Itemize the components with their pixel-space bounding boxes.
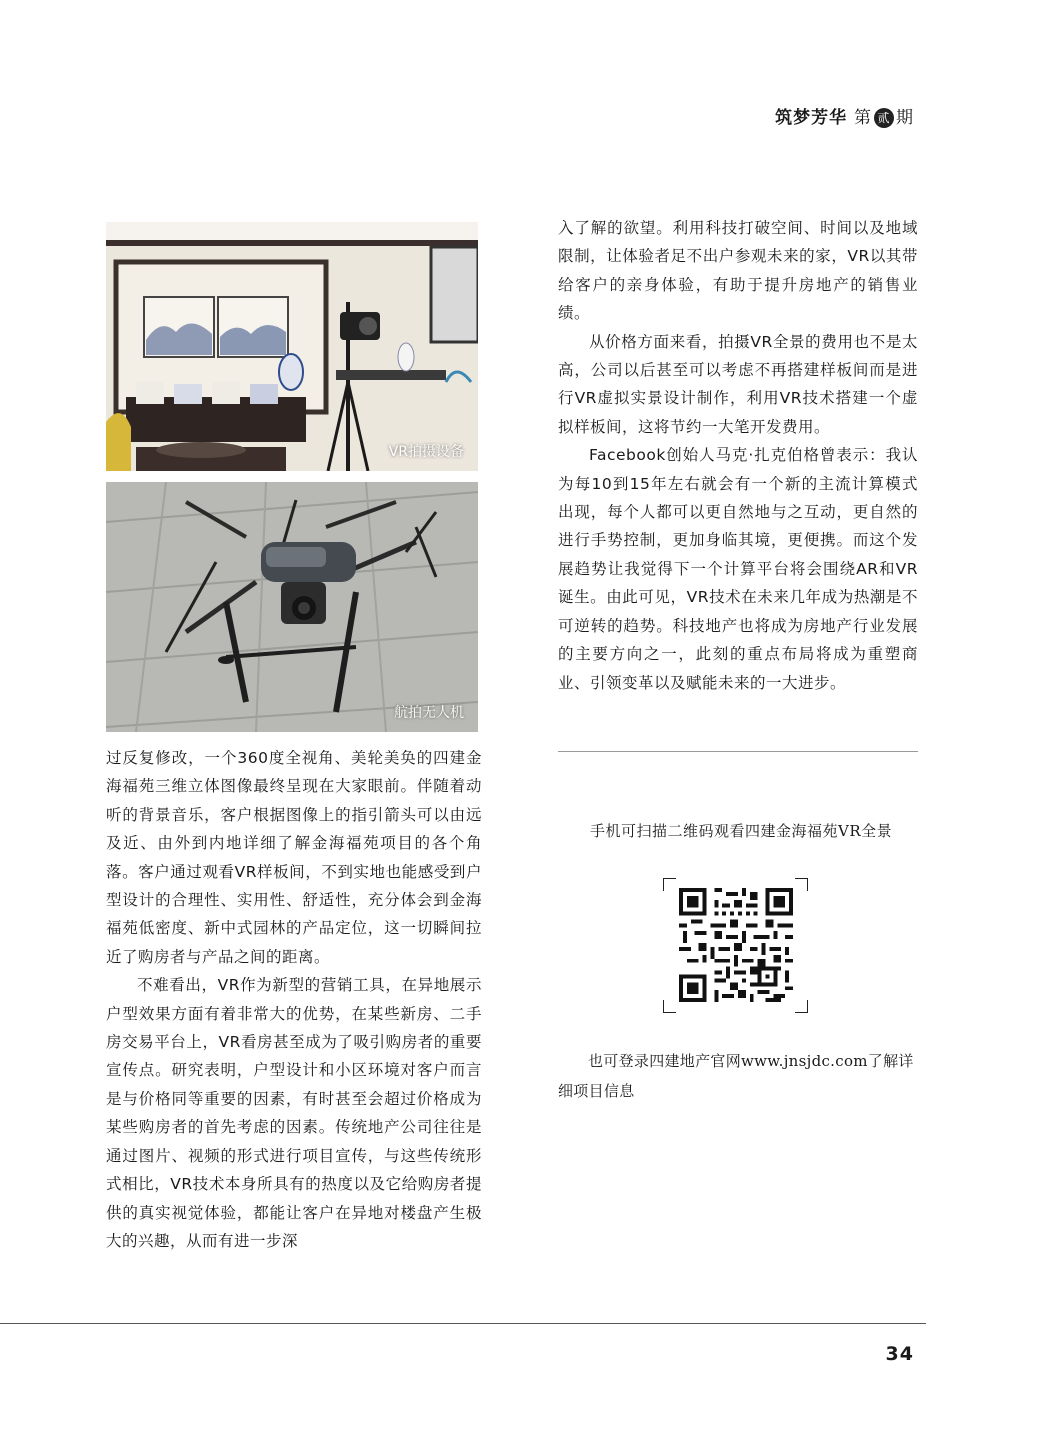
qr-code-frame — [663, 878, 808, 1013]
drone-illustration — [106, 482, 478, 732]
vr-equipment-photo — [106, 222, 478, 471]
photo-caption: VR拍摄设备 — [388, 444, 464, 460]
qr-code-icon[interactable] — [679, 888, 793, 1002]
living-room-illustration — [106, 222, 478, 471]
frame-corner — [795, 1000, 808, 1013]
right-column-text — [558, 214, 918, 697]
section-divider — [558, 751, 918, 752]
issue-label — [854, 108, 914, 128]
drone-photo — [106, 482, 478, 732]
page-number: 34 — [885, 1343, 914, 1365]
left-column-text — [106, 744, 482, 1255]
photo-caption: 航拍无人机 — [394, 705, 464, 721]
frame-corner — [663, 1000, 676, 1013]
magazine-title: 筑梦芳华 — [775, 108, 848, 128]
website-note: 也可登录四建地产官网www.jnsjdc.com了解详细项目信息 — [558, 1052, 914, 1100]
running-header — [775, 103, 914, 128]
paragraph: 入了解的欲望。利用科技打破空间、时间以及地域限制，让体验者足不出户参观未来的家，VR以其带给客户的亲身体验，有助于提升房地产的销售业绩。 — [558, 219, 918, 323]
paragraph: 不难看出，VR作为新型的营销工具，在异地展示户型效果方面有着非常大的优势，在某些新房、二手房交易平台上，VR看房甚至成为了吸引购房者的重要宣传点。研究表明，户型设计和小区环境对客户而言是与价格同等重要的因素，有时甚至会超过价格成为某些购房者的首先考虑的因素。传统地产公司往往是通过图片、视频的形式进行项目宣传，与这些传统形式相比，VR技术本身所具有的热度以及它给购房者提供的真实视觉体验，都能让客户在异地对楼盘产生极大的兴趣，从而有进一步深 — [106, 976, 482, 1250]
frame-corner — [663, 878, 676, 891]
issue-suffix: 期 — [896, 108, 914, 128]
paragraph: 过反复修改，一个360度全视角、美轮美奂的四建金海福苑三维立体图像最终呈现在大家眼前。伴随着动听的背景音乐，客户根据图像上的指引箭头可以由远及近、由外到内地详细了解金海福苑项目的各个角落。客户通过观看VR样板间，不到实地也能感受到户型设计的合理性、实用性、舒适性，充分体会到金海福苑低密度、新中式园林的产品定位，这一切瞬间拉近了购房者与产品之间的距离。 — [106, 749, 482, 966]
issue-number-badge: 贰 — [874, 108, 894, 128]
footer-divider — [0, 1323, 926, 1324]
issue-prefix: 第 — [854, 108, 872, 128]
qr-caption: 手机可扫描二维码观看四建金海福苑VR全景 — [590, 822, 893, 840]
paragraph: Facebook创始人马克·扎克伯格曾表示：我认为每10到15年左右就会有一个新的主流计算模式出现，每个人都可以更自然地与之互动，更自然的进行手势控制，更加身临其境，更便携。而这个发展趋势让我觉得下一个计算平台将会围绕AR和VR诞生。由此可见，VR技术在未来几年成为热潮是不可逆转的趋势。科技地产也将成为房地产行业发展的主要方向之一，此刻的重点布局将成为重塑商业、引领变革以及赋能未来的一大进步。 — [558, 446, 918, 692]
paragraph: 从价格方面来看，拍摄VR全景的费用也不是太高，公司以后甚至可以考虑不再搭建样板间而是进行VR虚拟实景设计制作，利用VR技术搭建一个虚拟样板间，这将节约一大笔开发费用。 — [558, 332, 918, 436]
frame-corner — [795, 878, 808, 891]
